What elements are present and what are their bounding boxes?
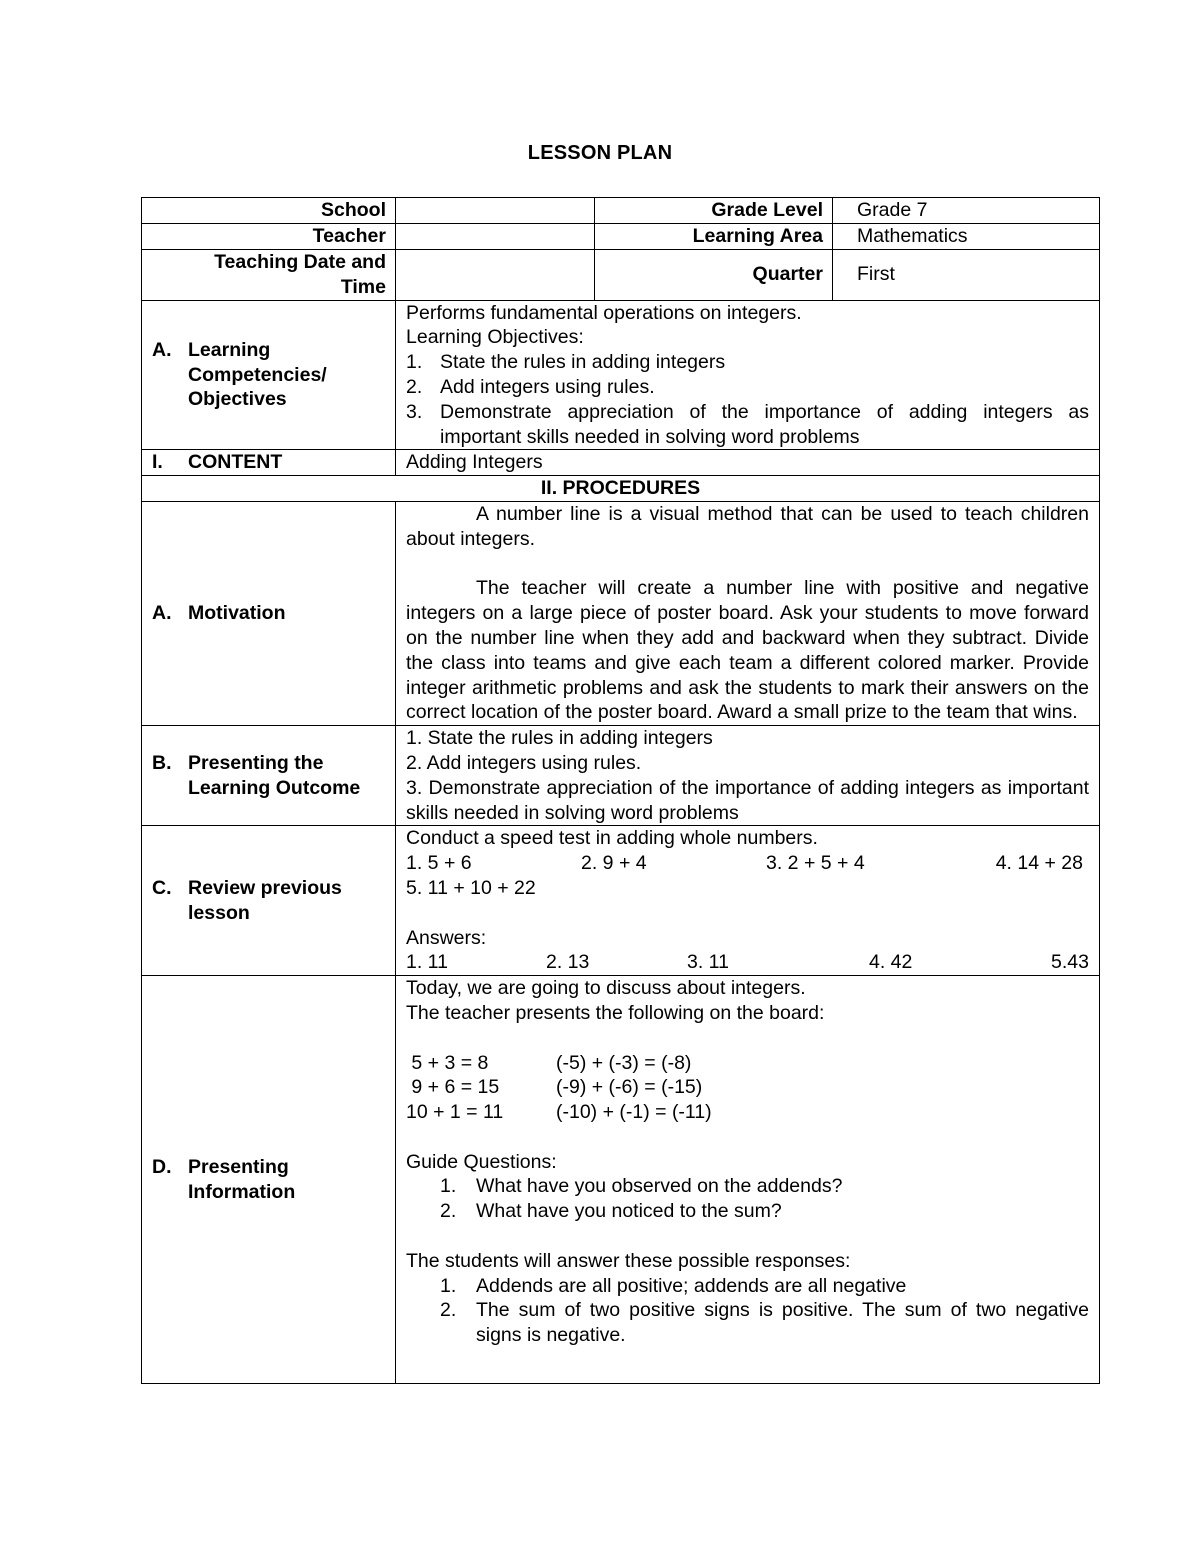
review-letter: C.: [152, 876, 172, 899]
review-answer: 4. 42: [869, 951, 913, 974]
teacher-label: Teacher: [142, 224, 396, 250]
motivation-content: [396, 501, 1100, 725]
presenting-content: [396, 976, 1100, 1384]
outcome-line-1: 1. State the rules in adding integers: [406, 727, 713, 750]
review-problem: 2. 9 + 4: [581, 852, 647, 875]
review-row: [142, 826, 1100, 976]
equation-row: 9 + 6 = 15 (-9) + (-6) = (-15): [406, 1076, 703, 1099]
objective-item: 3. Demonstrate appreciation of the importance of adding integers as important skills needed in solving word problems: [406, 400, 1089, 448]
content-label: I. CONTENT: [142, 450, 396, 476]
motivation-label: A. Motivation: [142, 501, 396, 725]
responses-list: [406, 1274, 1089, 1348]
guide-question-item: 2. What have you noticed to the sum?: [440, 1200, 782, 1223]
outcome-line-2: 2. Add integers using rules.: [406, 751, 642, 774]
teaching-date-label-line1: Teaching Date and: [214, 251, 386, 273]
quarter-label: Quarter: [595, 250, 833, 301]
review-label: [142, 826, 396, 976]
objectives-heading: Learning Objectives:: [406, 326, 584, 349]
equation-row: 5 + 3 = 8 (-5) + (-3) = (-8): [406, 1051, 692, 1074]
presenting-intro-1: Today, we are going to discuss about integers.: [406, 977, 806, 1000]
quarter-value: First: [833, 250, 1100, 301]
objective-item: 2. Add integers using rules.: [406, 375, 655, 398]
review-answer: 2. 13: [546, 951, 590, 974]
review-problem: 4. 14 + 28: [995, 852, 1083, 875]
learning-area-label: Learning Area: [595, 224, 833, 250]
review-answer: 3. 11: [687, 951, 729, 974]
objective-item: 1. State the rules in adding integers: [406, 351, 726, 374]
grade-level-value: Grade 7: [833, 198, 1100, 224]
content-letter: I.: [152, 451, 163, 474]
content-value: Adding Integers: [396, 450, 1100, 476]
competencies-letter: A.: [152, 338, 172, 361]
school-value: [396, 198, 595, 224]
outcome-row: [142, 726, 1100, 826]
teaching-date-label: [142, 250, 396, 301]
presenting-label: [142, 976, 396, 1384]
review-answers: [406, 950, 1089, 975]
document-title: LESSON PLAN: [527, 142, 673, 164]
guide-questions-list: [406, 1174, 1089, 1224]
competencies-intro: Performs fundamental operations on integers.: [406, 301, 802, 324]
motivation-paragraph-2: The teacher will create a number line with positive and negative integers on a large piece of poster board. Ask your students to move forward on the number line when they add and backward when they subtract. Divide the class into teams and give each team a different colored marker. Provide integer arithmetic problems and ask the students to mark their answers on the correct location of the poster board. Award a small prize to the team that wins.: [406, 577, 1089, 724]
review-answer: 1. 11: [406, 951, 448, 974]
grade-level-label: Grade Level: [595, 198, 833, 224]
outcome-label: [142, 726, 396, 826]
motivation-letter: A.: [152, 602, 172, 625]
teacher-value: [396, 224, 595, 250]
review-problems: [406, 851, 1089, 876]
competencies-label-line1: Learning: [188, 338, 271, 361]
guide-question-item: 1. What have you observed on the addends?: [440, 1175, 843, 1198]
header-row-teacher: [142, 224, 1100, 250]
outcome-label-line2: Learning Outcome: [188, 776, 361, 799]
teaching-date-value: [396, 250, 595, 301]
school-label: School: [142, 198, 396, 224]
motivation-paragraph-1: A number line is a visual method that can be used to teach children about integers.: [406, 502, 1089, 550]
review-label-line1: Review previous: [188, 876, 342, 899]
motivation-row: [142, 501, 1100, 725]
outcome-label-line1: Presenting the: [188, 751, 324, 774]
response-item: 1. Addends are all positive; addends are all negative: [440, 1274, 907, 1297]
review-problem: 3. 2 + 5 + 4: [766, 852, 865, 875]
teaching-date-label-line2: Time: [340, 275, 386, 298]
presenting-letter: D.: [152, 1155, 172, 1178]
lesson-plan-table: [141, 197, 1100, 1384]
responses-heading: The students will answer these possible responses:: [406, 1249, 851, 1272]
procedures-heading: II. PROCEDURES: [142, 476, 1100, 502]
header-row-school: [142, 198, 1100, 224]
review-intro: Conduct a speed test in adding whole numbers.: [406, 827, 818, 850]
competencies-label: [142, 300, 396, 450]
review-problem-5: 5. 11 + 10 + 22: [406, 876, 536, 899]
guide-questions-heading: Guide Questions:: [406, 1150, 557, 1173]
procedures-heading-row: [142, 476, 1100, 502]
outcome-content: [396, 726, 1100, 826]
presenting-row: [142, 976, 1100, 1384]
review-answer: 5.43: [1051, 951, 1089, 974]
objectives-list: [406, 350, 1089, 449]
competencies-label-line3: Objectives: [188, 388, 287, 411]
content-row: [142, 450, 1100, 476]
equation-row: 10 + 1 = 11 (-10) + (-1) = (-11): [406, 1101, 712, 1124]
learning-area-value: Mathematics: [833, 224, 1100, 250]
competencies-label-line2: Competencies/: [188, 363, 327, 386]
outcome-line-3: 3. Demonstrate appreciation of the importance of adding integers as important skills needed in solving word problems: [406, 776, 1089, 824]
competencies-content: [396, 300, 1100, 450]
review-content: [396, 826, 1100, 976]
header-row-date: [142, 250, 1100, 301]
response-item: 2. The sum of two positive signs is positive. The sum of two negative signs is negative.: [440, 1299, 1089, 1347]
presenting-intro-2: The teacher presents the following on the board:: [406, 1001, 825, 1024]
review-label-line2: lesson: [188, 901, 250, 924]
review-problem: 1. 5 + 6: [406, 852, 472, 875]
presenting-label-line1: Presenting: [188, 1155, 289, 1178]
presenting-label-line2: Information: [188, 1180, 296, 1203]
outcome-letter: B.: [152, 751, 172, 774]
answers-heading: Answers:: [406, 926, 487, 949]
competencies-row: [142, 300, 1100, 450]
